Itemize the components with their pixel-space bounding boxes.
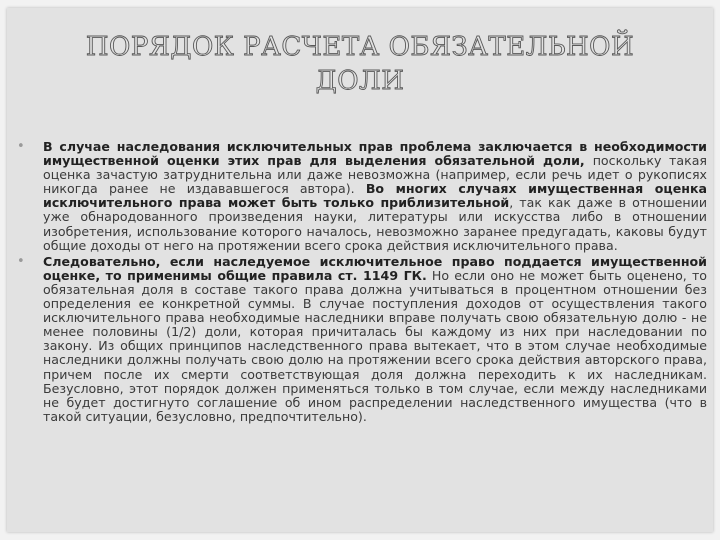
paragraph-1-segment-3: Во многих случаях имущественная оценка исключительного права может быть только приблизительной xyxy=(43,181,708,211)
slide-title-line-1: ПОРЯДОК РАСЧЕТА ОБЯЗАТЕЛЬНОЙ xyxy=(85,32,635,62)
paragraph-1-segment-4: , так как даже в отношении уже обнародованного произведения науки, литературы или искусства либо в отношении изобретения, использование которого началось, невозможно заранее предугадать, каковы будут общие доходы от него на протяжении всего срока действия исключительного права. xyxy=(43,195,708,253)
paragraph-2-segment-2: Но если оно не может быть оценено, то обязательная доля в составе такого права должна учитываться в процентном отношении без определения ее конкретной суммы. В случае поступления доходов от осуществления такого исключительного права необходимые наследники вправе получать свою обязательную долю - не менее половины (1/2) доли, которая причиталась бы каждому из них при наследовании по закону. Из общих принципов наследственного права вытекает, что в этом случае необходимые наследники должны получать свою долю на протяжении всего срока действия авторского права, причем после их смерти соответствующая доля должна переходить к их наследникам. Безусловно, этот порядок должен применяться только в том случае, если между наследниками не будет достигнуто соглашение об ином распределении наследственного имущества (что в такой ситуации, безусловно, предпочтительно). xyxy=(43,267,708,424)
paragraph-2 xyxy=(17,255,707,424)
bullet-icon: • xyxy=(17,139,25,154)
slide-title xyxy=(7,30,713,98)
paragraph-2-segment-1: Следовательно, если наследуемое исключительное право поддается имущественной оценке, то применимы общие правила ст. 1149 ГК. xyxy=(43,253,707,283)
paragraph-1 xyxy=(17,140,707,253)
slide-body xyxy=(17,140,707,426)
paragraph-1-segment-2: поскольку такая оценка зачастую затруднительна или даже невозможна (например, если речь идет о рукописях никогда ранее не издававшегося автора). xyxy=(43,153,707,197)
bullet-icon: • xyxy=(17,253,25,269)
slide xyxy=(7,8,713,532)
paragraph-1-segment-1: В случае наследования исключительных прав проблема заключается в необходимости имущественной оценки этих прав для выделения обязательной доли, xyxy=(43,139,707,169)
slide-title-line-2: ДОЛИ xyxy=(315,66,405,96)
